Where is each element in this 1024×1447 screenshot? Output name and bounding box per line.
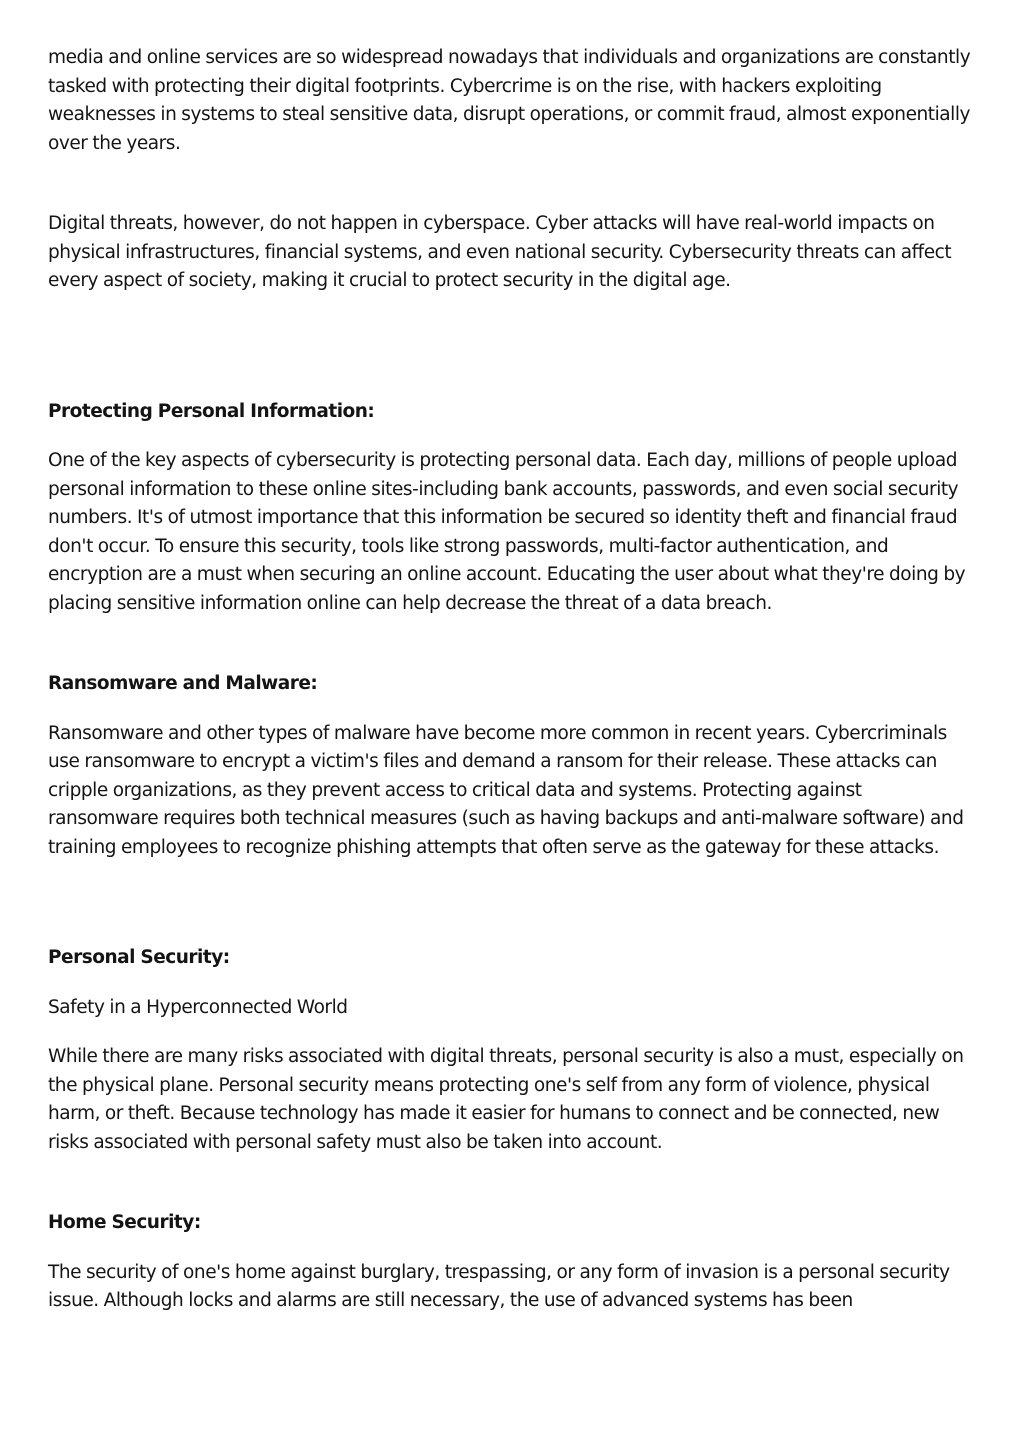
section-body: The security of one's home against burglary, trespassing, or any form of invasion is a personal security issue. Although locks and alarms are still necessary, the use of advanced systems has been	[48, 1261, 950, 1311]
intro-paragraph: media and online services are so widespread nowadays that individuals and organizations are constantly tasked with protecting their digital footprints. Cybercrime is on the rise, with hackers exploiting weaknesses in systems to steal sensitive data, disrupt operations, or commit fraud, almost exponentially over the years.	[48, 47, 971, 154]
section-body: Ransomware and other types of malware have become more common in recent years. Cybercriminals use ransomware to encrypt a victim's files and demand a ransom for their release. These attacks can cripple organizations, as they prevent access to critical data and systems. Protecting against ransomware requires both technical measures (such as having backups and anti-malware software) and training employees to recognize phishing attempts that often serve as the gateway for these attacks.	[48, 722, 964, 858]
document-page	[48, 44, 976, 1316]
section-heading: Personal Security:	[48, 947, 230, 968]
section-subheading: Safety in a Hyperconnected World	[48, 996, 348, 1018]
section-body: While there are many risks associated with digital threats, personal security is also a must, especially on the physical plane. Personal security means protecting one's self from any form of violence, physical harm, or theft. Because technology has made it easier for humans to connect and be connected, new risks associated with personal safety must also be taken into account.	[48, 1046, 964, 1153]
intro-paragraph: Digital threats, however, do not happen in cyberspace. Cyber attacks will have real-world impacts on physical infrastructures, financial systems, and even national security. Cybersecurity threats can affect every aspect of society, making it crucial to protect security in the digital age.	[48, 213, 952, 291]
section-heading: Ransomware and Malware:	[48, 673, 318, 694]
section-heading: Protecting Personal Information:	[48, 400, 375, 422]
section-heading: Home Security:	[48, 1212, 201, 1233]
section-body: One of the key aspects of cybersecurity is protecting personal data. Each day, millions of people upload personal information to these online sites-including bank accounts, passwords, and even social security numbers. It's of utmost importance that this information be secured so identity theft and financial fraud don't occur. To ensure this security, tools like strong passwords, multi-factor authentication, and encryption are a must when securing an online account. Educating the user about what they're doing by placing sensitive information online can help decrease the threat of a data breach.	[48, 450, 966, 614]
